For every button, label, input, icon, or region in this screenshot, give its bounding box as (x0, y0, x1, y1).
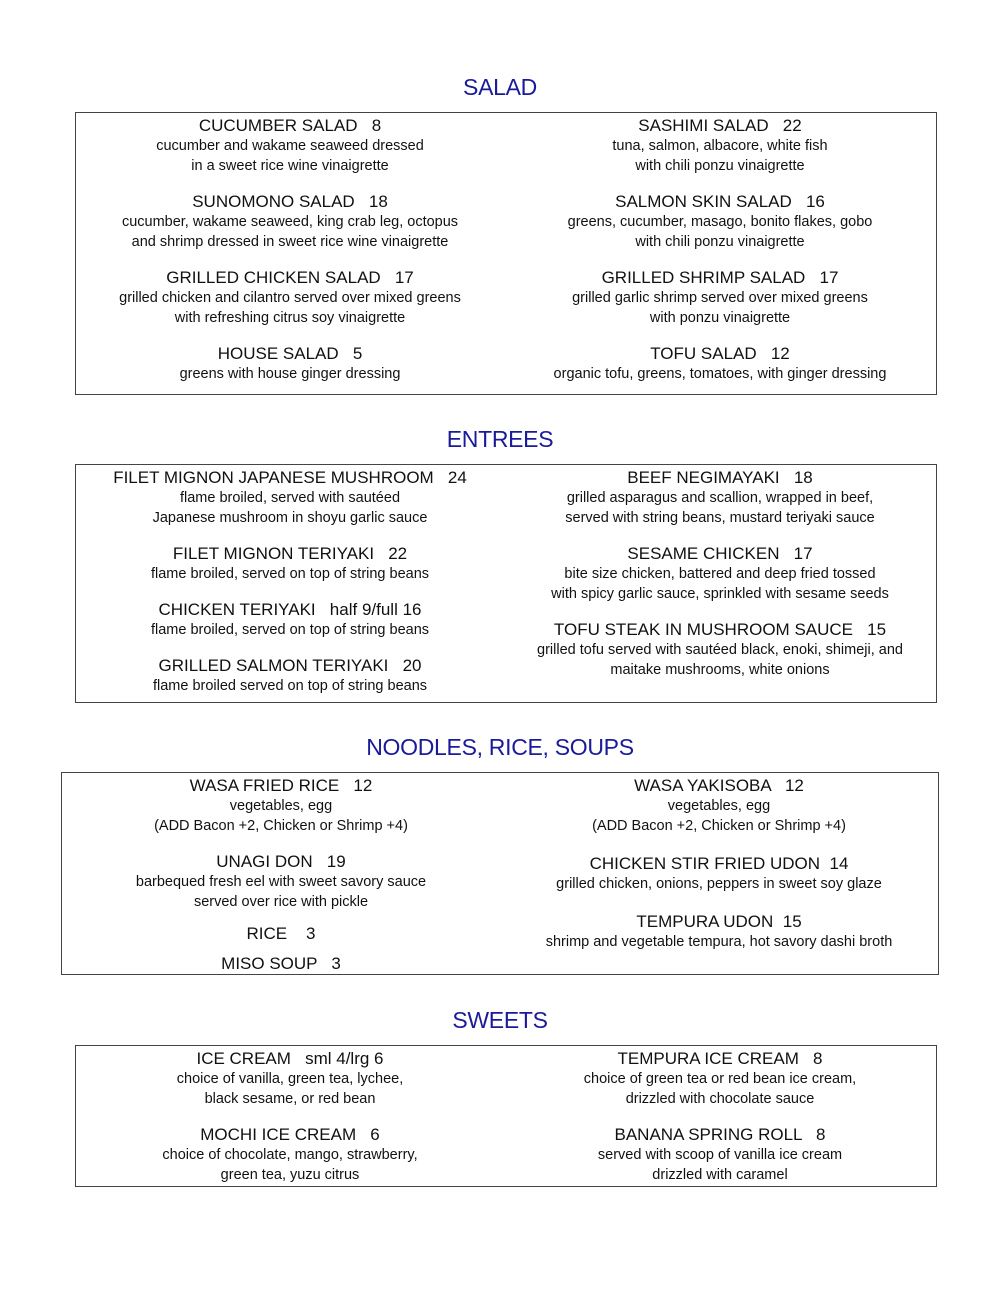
menu-item-description: flame broiled served on top of string beans (152, 678, 428, 694)
menu-item-name: FILET MIGNON JAPANESE MUSHROOM 24 (113, 468, 467, 487)
menu-item (420, 620, 1000, 680)
menu-item-name: TEMPURA ICE CREAM 8 (617, 1049, 823, 1068)
menu-item-description: greens, cucumber, masago, bonito flakes, gobo (567, 214, 873, 230)
menu-item-description: tuna, salmon, albacore, white fish (612, 138, 828, 154)
menu-item-description: with spicy garlic sauce, sprinkled with sesame seeds (551, 586, 889, 602)
menu-item (420, 1049, 1000, 1109)
menu-item-description: grilled chicken and cilantro served over mixed greens (119, 290, 461, 306)
menu-item-description: organic tofu, greens, tomatoes, with ginger dressing (553, 366, 887, 382)
menu-item-description: drizzled with caramel (652, 1167, 788, 1183)
menu-item-description: served over rice with pickle (193, 894, 369, 910)
menu-item-name: TOFU STEAK IN MUSHROOM SAUCE 15 (553, 620, 887, 639)
menu-item-description: with refreshing citrus soy vinaigrette (174, 310, 406, 326)
menu-item-name: FILET MIGNON TERIYAKI 22 (172, 544, 408, 563)
menu-item-name: SASHIMI SALAD 22 (638, 116, 802, 135)
menu-item-description: with chili ponzu vinaigrette (635, 158, 805, 174)
menu-item-description: grilled garlic shrimp served over mixed greens (572, 290, 868, 306)
menu-item-description: and shrimp dressed in sweet rice wine vinaigrette (131, 234, 449, 250)
menu-item-name: ICE CREAM sml 4/lrg 6 (196, 1049, 384, 1068)
menu-item-description: greens with house ginger dressing (179, 366, 401, 382)
menu-item-description: grilled chicken, onions, peppers in sweet soy glaze (556, 876, 882, 892)
menu-item-name: BANANA SPRING ROLL 8 (614, 1125, 826, 1144)
menu-item-description: (ADD Bacon +2, Chicken or Shrimp +4) (154, 818, 408, 834)
menu-item-description: Japanese mushroom in shoyu garlic sauce (152, 510, 428, 526)
menu-item-name: CHICKEN TERIYAKI half 9/full 16 (158, 600, 422, 619)
menu-item (420, 344, 1000, 384)
menu-item-name: GRILLED SALMON TERIYAKI 20 (158, 656, 422, 675)
menu-item-description: flame broiled, served on top of string beans (150, 566, 430, 582)
menu-item-description: maitake mushrooms, white onions (610, 662, 830, 678)
menu-item-description: vegetables, egg (667, 798, 771, 814)
menu-item-description: green tea, yuzu citrus (220, 1167, 360, 1183)
menu-item-description: bite size chicken, battered and deep fried tossed (564, 566, 876, 582)
section-title-sweets: SWEETS (452, 1007, 548, 1033)
menu-item-name: TOFU SALAD 12 (650, 344, 790, 363)
menu-item (419, 776, 1000, 836)
menu-item (419, 854, 1000, 894)
menu-item-name: SALMON SKIN SALAD 16 (615, 192, 825, 211)
menu-item-description: in a sweet rice wine vinaigrette (191, 158, 389, 174)
menu-item-name: CUCUMBER SALAD 8 (198, 116, 382, 135)
menu-item-description: with ponzu vinaigrette (649, 310, 791, 326)
menu-item-description: choice of chocolate, mango, strawberry, (162, 1147, 418, 1163)
section-title-entrees: ENTREES (446, 426, 554, 452)
menu-item-description: with chili ponzu vinaigrette (635, 234, 805, 250)
menu-item (420, 268, 1000, 328)
menu-item-name: RICE 3 (246, 924, 316, 943)
menu-item (419, 912, 1000, 952)
menu-item (420, 1125, 1000, 1185)
menu-item-name: HOUSE SALAD 5 (217, 344, 363, 363)
menu-item-description: choice of vanilla, green tea, lychee, (176, 1071, 404, 1087)
menu-item-name: TEMPURA UDON 15 (636, 912, 802, 931)
menu-item-name: UNAGI DON 19 (216, 852, 346, 871)
menu-item-name: SESAME CHICKEN 17 (627, 544, 813, 563)
menu-item (0, 954, 581, 974)
menu-item (420, 116, 1000, 176)
menu-item-description: served with string beans, mustard teriyaki sauce (565, 510, 875, 526)
section-title-noodles-rice-soups: NOODLES, RICE, SOUPS (366, 734, 634, 760)
menu-item (420, 468, 1000, 528)
menu-item-name: WASA YAKISOBA 12 (634, 776, 804, 795)
menu-item-name: CHICKEN STIR FRIED UDON 14 (589, 854, 849, 873)
menu-item-name: GRILLED SHRIMP SALAD 17 (601, 268, 839, 287)
menu-item-description: vegetables, egg (229, 798, 333, 814)
menu-item (420, 192, 1000, 252)
menu-item-description: cucumber, wakame seaweed, king crab leg, octopus (121, 214, 459, 230)
menu-item-description: grilled asparagus and scallion, wrapped in beef, (566, 490, 874, 506)
menu-item-name: MISO SOUP 3 (221, 954, 341, 973)
menu-item-description: grilled tofu served with sautéed black, enoki, shimeji, and (537, 642, 903, 658)
menu-item-description: flame broiled, served with sautéed (179, 490, 401, 506)
menu-item-description: drizzled with chocolate sauce (625, 1091, 815, 1107)
menu-item-description: served with scoop of vanilla ice cream (597, 1147, 843, 1163)
menu-item (420, 544, 1000, 604)
section-title-salad: SALAD (463, 74, 537, 100)
menu-item-name: WASA FRIED RICE 12 (189, 776, 373, 795)
menu-item-name: MOCHI ICE CREAM 6 (200, 1125, 380, 1144)
menu-item-description: cucumber and wakame seaweed dressed (156, 138, 424, 154)
menu-item-description: (ADD Bacon +2, Chicken or Shrimp +4) (592, 818, 846, 834)
menu-item-description: shrimp and vegetable tempura, hot savory dashi broth (545, 934, 893, 950)
menu-item-description: flame broiled, served on top of string beans (150, 622, 430, 638)
menu-item-description: black sesame, or red bean (204, 1091, 376, 1107)
menu-item-name: SUNOMONO SALAD 18 (192, 192, 388, 211)
menu-item-description: barbequed fresh eel with sweet savory sauce (135, 874, 427, 890)
menu-item-name: GRILLED CHICKEN SALAD 17 (166, 268, 414, 287)
menu-item-description: choice of green tea or red bean ice cream, (583, 1071, 857, 1087)
menu-item-name: BEEF NEGIMAYAKI 18 (627, 468, 813, 487)
